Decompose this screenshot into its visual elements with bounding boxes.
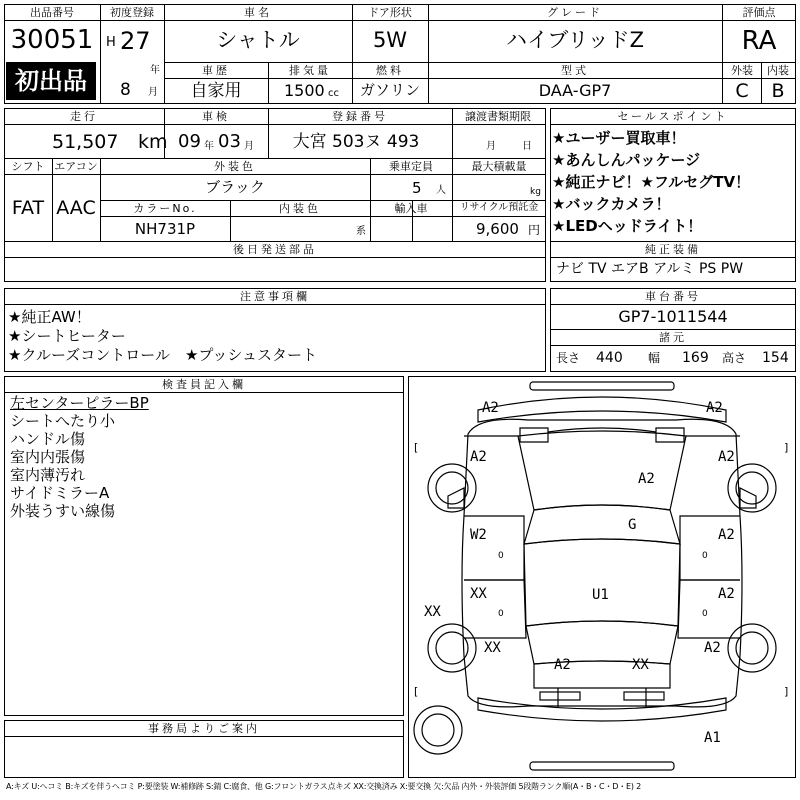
displacement-value: 1500 <box>284 81 325 100</box>
color-value: ブラック <box>205 178 265 196</box>
mark-roof: G <box>628 517 637 533</box>
history-label: 車歴 <box>202 64 230 77</box>
mark-front-left-bumper: A2 <box>482 400 499 416</box>
divider <box>550 124 796 125</box>
divider <box>452 108 453 158</box>
shift-value: FAT <box>11 197 45 219</box>
first-reg-label: 初度登録 <box>110 6 154 19</box>
sales-point-item: ★あんしんパッケージ <box>552 151 701 169</box>
length-label: 長さ <box>556 351 581 365</box>
shift-label: シフト <box>11 160 45 173</box>
transfer-day: 日 <box>522 141 532 152</box>
mark-right-front-door: A2 <box>718 527 735 543</box>
mark-left-rear-door-sub: 0 <box>498 609 504 619</box>
door-value: 5W <box>372 28 408 52</box>
notes-line: ★純正AW！ <box>8 308 91 326</box>
score-label: 評価点 <box>742 6 776 19</box>
height-label: 高さ <box>722 351 747 365</box>
color-no-value: NH731P <box>134 220 196 238</box>
month-unit: 月 <box>148 87 158 98</box>
history-value: 自家用 <box>190 81 242 101</box>
divider <box>550 257 796 258</box>
lot-number: 30051 <box>10 25 94 55</box>
fuel-label: 燃料 <box>376 64 404 77</box>
transfer-month: 月 <box>486 141 496 152</box>
sales-point-item: ★純正ナビ！★フルセグTV！ <box>552 173 751 191</box>
car-name-label: 車名 <box>244 6 272 19</box>
divider <box>352 62 353 104</box>
transfer-label: 譲渡書類期限 <box>465 110 531 123</box>
width-value: 169 <box>682 350 709 366</box>
divider <box>4 174 546 175</box>
divider <box>4 158 546 159</box>
mark-left-front-fender: A2 <box>470 449 487 465</box>
mark-right-front-door-sub: 0 <box>702 551 708 561</box>
divider <box>100 4 101 104</box>
mark-roof-center: U1 <box>592 587 609 603</box>
bracket-open: [ <box>414 441 419 454</box>
divider <box>428 4 429 104</box>
mark-trunk-left: A2 <box>554 657 571 673</box>
mark-left-rocker: XX <box>424 604 441 620</box>
reg-month: 8 <box>120 80 131 100</box>
recycle-label: リサイクル預託金 <box>459 202 539 213</box>
chassis-value: GP7-1011544 <box>618 307 728 326</box>
mark-right-front-fender: A2 <box>718 449 735 465</box>
mileage-unit: km <box>138 131 168 153</box>
divider <box>4 736 404 737</box>
import-label: 輸入車 <box>394 202 428 215</box>
divider <box>4 241 546 242</box>
mark-right-rear-fender: A2 <box>704 640 721 656</box>
office-label: 事務局よりご案内 <box>148 722 260 735</box>
divider <box>722 4 723 104</box>
displacement-unit: cc <box>328 88 339 99</box>
load-label: 最大積載量 <box>471 160 527 173</box>
ac-value: AAC <box>56 197 96 219</box>
insp-year: 09 <box>178 131 201 152</box>
year-unit: 年 <box>150 65 160 76</box>
divider <box>52 158 53 241</box>
divider <box>4 20 796 21</box>
mark-left-front-door-sub: 0 <box>498 551 504 561</box>
inspection-label: 車検 <box>202 110 230 123</box>
era-letter: H <box>106 35 116 50</box>
mark-left-front-door: W2 <box>470 527 487 543</box>
reg-year: 27 <box>120 27 151 55</box>
mark-left-rear-door: XX <box>470 586 487 602</box>
color-label: 外装色 <box>214 160 256 173</box>
model-label: 型式 <box>561 64 589 77</box>
notes-label: 注意事項欄 <box>240 290 310 303</box>
divider <box>4 304 546 305</box>
mileage-label: 走行 <box>70 110 98 123</box>
divider <box>4 257 546 258</box>
inspector-line: 室内内張傷 <box>10 448 86 466</box>
divider <box>268 62 269 104</box>
sales-point-item: ★バックカメラ！ <box>552 195 671 213</box>
insp-month-unit: 月 <box>244 141 254 152</box>
inspector-line: 左センターピラーBP <box>10 394 149 412</box>
exterior-label: 外装 <box>731 64 753 77</box>
inspector-line: ハンドル傷 <box>10 430 86 448</box>
width-label: 幅 <box>648 351 661 365</box>
interior-color-unit: 系 <box>356 226 366 237</box>
recycle-unit: 円 <box>528 223 541 237</box>
divider <box>452 158 453 241</box>
divider <box>4 124 546 125</box>
chassis-label: 車台番号 <box>645 290 701 303</box>
mark-right-rear-door-sub: 0 <box>702 609 708 619</box>
inspector-line: 室内薄汚れ <box>10 466 86 484</box>
height-value: 154 <box>762 350 789 366</box>
sales-point-item: ★ユーザー買取車！ <box>552 129 686 147</box>
divider <box>230 200 231 241</box>
car-name: シャトル <box>216 28 300 52</box>
mileage-value: 51,507 <box>52 131 119 153</box>
plate-label: 登録番号 <box>332 110 388 123</box>
divider <box>550 329 796 330</box>
divider <box>268 108 269 158</box>
sales-points-label: セールスポイント <box>617 110 729 123</box>
genuine-equipment-label: 純正装備 <box>645 243 701 256</box>
divider <box>100 158 101 241</box>
divider <box>164 4 165 104</box>
divider <box>4 392 404 393</box>
first-listing-text: 初出品 <box>15 67 87 95</box>
interior-color-label: 内装色 <box>279 202 321 215</box>
mark-hood: A2 <box>638 471 655 487</box>
bracket-open: [ <box>414 685 419 698</box>
notes-line: ★シートヒーター <box>8 327 126 345</box>
inspector-line: サイドミラーA <box>10 484 110 502</box>
fuel-value: ガソリン <box>359 81 421 99</box>
divider <box>164 78 796 79</box>
grade-value: ハイブリッドZ <box>505 28 645 52</box>
door-label: ドア形状 <box>368 6 412 19</box>
score-value: RA <box>741 26 777 56</box>
notes-line: ★クルーズコントロール ★プッシュスタート <box>8 346 318 364</box>
interior-value: B <box>771 80 785 102</box>
capacity-label: 乗車定員 <box>389 160 433 173</box>
mark-trunk-right: XX <box>632 657 649 673</box>
divider <box>352 4 353 62</box>
color-no-label: カラーNo. <box>133 202 197 215</box>
later-parts-label: 後日発送部品 <box>233 243 317 256</box>
mark-right-rear-door: A2 <box>718 586 735 602</box>
bracket-close: ] <box>784 441 789 454</box>
car-diagram <box>408 376 796 778</box>
sales-point-item: ★LEDヘッドライト！ <box>552 217 703 235</box>
dims-label: 諸元 <box>659 331 687 344</box>
interior-label: 内装 <box>767 64 789 77</box>
mark-left-rear-fender: XX <box>484 640 501 656</box>
lot-label: 出品番号 <box>30 6 74 19</box>
exterior-value: C <box>735 80 749 102</box>
grade-label: グレード <box>547 6 603 19</box>
divider <box>550 241 796 242</box>
inspector-line: シートへたり小 <box>10 412 116 430</box>
divider <box>100 200 546 201</box>
bracket-close: ] <box>784 685 789 698</box>
divider <box>550 304 796 305</box>
capacity-value: 5 <box>412 179 422 197</box>
legend-text: A:キズ U:ヘコミ B:キズを伴うヘコミ P:要塗装 W:補修跡 S:錆 C:腐食、他 G:フロントガラス点キズ XX:交換済み X:要交換 欠:欠品 内外・外装評価 5段階ランク順(A・B・C・D・E) 2 <box>6 782 642 791</box>
divider <box>100 216 546 217</box>
inspector-label: 検査員記入欄 <box>162 378 246 391</box>
divider <box>164 62 796 63</box>
recycle-value: 9,600 <box>476 220 519 238</box>
displacement-label: 排気量 <box>289 64 331 77</box>
genuine-equipment-value: ナビ TV エアB アルミ PS PW <box>556 261 744 277</box>
load-unit: kg <box>530 187 541 197</box>
divider <box>550 345 796 346</box>
plate-value: 大宮 503ヌ 493 <box>292 132 420 152</box>
insp-month: 03 <box>218 131 241 152</box>
mark-rear-bumper: A1 <box>704 730 721 746</box>
model-value: DAA-GP7 <box>538 81 612 100</box>
mark-front-right-bumper: A2 <box>706 400 723 416</box>
capacity-unit: 人 <box>436 185 446 196</box>
divider <box>370 158 371 241</box>
ac-label: エアコン <box>54 160 98 173</box>
inspector-line: 外装うすい線傷 <box>10 502 116 520</box>
insp-year-unit: 年 <box>204 141 214 152</box>
divider <box>761 62 762 104</box>
length-value: 440 <box>596 350 623 366</box>
